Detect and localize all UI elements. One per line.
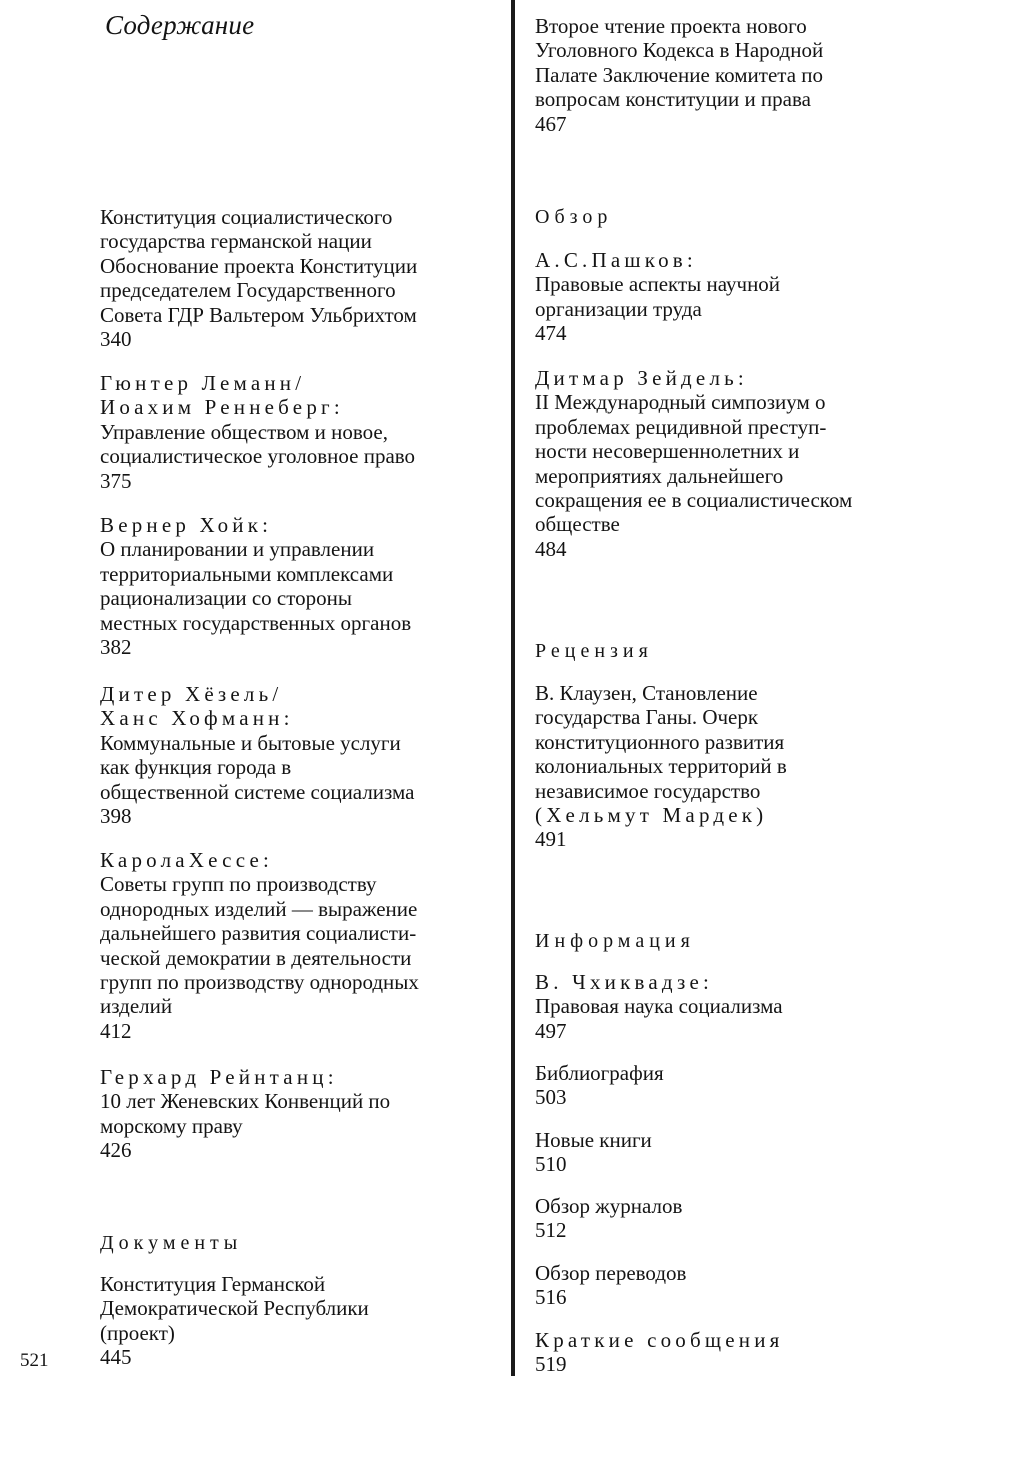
toc-entry-translations[interactable] (535, 1261, 955, 1310)
entry-line: дальнейшего развития социалисти- (100, 921, 417, 946)
toc-entry[interactable] (100, 371, 510, 493)
entry-line: организации труда (535, 296, 702, 321)
entry-line: (проект) (100, 1320, 175, 1345)
entry-author: Ханс Хофманн: (100, 706, 294, 731)
page-ref: 340 (100, 327, 132, 352)
entry-line: изделий (100, 994, 173, 1019)
entry-line: Правовые аспекты научной (535, 272, 781, 297)
entry-line: Библиография (535, 1061, 664, 1085)
entry-line: мероприятиях дальнейшего (535, 463, 784, 488)
entry-line: независимое государство (535, 778, 761, 803)
page-ref: 426 (100, 1138, 132, 1163)
toc-entry[interactable] (535, 366, 955, 561)
entry-line: В. Клаузен, Становление (535, 681, 758, 705)
entry-line: территориальными комплексами (100, 561, 394, 586)
page-ref: 445 (100, 1345, 132, 1370)
entry-line: Конституция Германской (100, 1272, 326, 1296)
entry-line: Управление обществом и новое, (100, 419, 389, 444)
page-ref: 512 (535, 1218, 567, 1243)
entry-line: Конституция социалистического (100, 205, 393, 229)
page-ref: 484 (535, 536, 567, 561)
toc-entry[interactable] (100, 682, 510, 828)
toc-entry-documents[interactable] (100, 1272, 510, 1370)
entry-line: однородных изделий — выражение (100, 896, 418, 921)
page-ref: 382 (100, 635, 132, 660)
toc-entry-journals[interactable] (535, 1194, 955, 1243)
section-heading-review: Рецензия (535, 640, 653, 662)
toc-entry[interactable] (535, 248, 955, 346)
entry-line: II Международный симпозиум о (535, 390, 826, 415)
toc-entry-top[interactable] (535, 14, 955, 136)
toc-entry-intro[interactable] (100, 205, 510, 351)
entry-author: Дитмар Зейдель: (535, 366, 748, 390)
page-number: 521 (20, 1350, 49, 1371)
page-ref: 510 (535, 1152, 567, 1177)
page-ref: 497 (535, 1018, 567, 1043)
entry-author: Гюнтер Леманн/ (100, 371, 306, 395)
entry-line: Правовая наука социализма (535, 994, 783, 1019)
toc-entry-bibliography[interactable] (535, 1061, 955, 1110)
entry-line: Обзор переводов (535, 1261, 687, 1285)
entry-line: местных государственных органов (100, 610, 412, 635)
toc-entry[interactable] (100, 848, 510, 1043)
entry-line: Новые книги (535, 1128, 652, 1152)
page-ref: 503 (535, 1085, 567, 1110)
page-ref: 474 (535, 321, 567, 346)
entry-author: В. Чхиквадзе: (535, 970, 714, 994)
entry-author: Вернер Хойк: (100, 513, 273, 537)
toc-entry-new-books[interactable] (535, 1128, 955, 1177)
page-ref: 491 (535, 827, 567, 852)
entry-line: государства Ганы. Очерк (535, 705, 759, 730)
section-heading-documents: Документы (100, 1232, 243, 1254)
entry-line: 10 лет Женевских Конвенций по (100, 1089, 391, 1114)
section-heading-info: Информация (535, 930, 695, 952)
page-ref: 519 (535, 1352, 567, 1377)
entry-line: Советы групп по производству (100, 872, 377, 897)
entry-line: как функция города в (100, 755, 292, 780)
entry-author: Дитер Хёзель/ (100, 682, 283, 706)
entry-line: конституционного развития (535, 729, 785, 754)
entry-line: государства германской нации (100, 229, 372, 254)
entry-line: О планировании и управлении (100, 537, 375, 562)
page-ref: 467 (535, 111, 567, 136)
entry-line: Совета ГДР Вальтером Ульбрихтом (100, 302, 417, 327)
entry-line: обществе (535, 512, 620, 537)
entry-author: Герхард Рейнтанц: (100, 1065, 338, 1089)
entry-line: председателем Государственного (100, 278, 396, 303)
column-divider (511, 0, 515, 1376)
entry-line: Палате Заключение комитета по (535, 62, 824, 87)
toc-entry[interactable] (100, 1065, 510, 1163)
page-ref: 412 (100, 1018, 132, 1043)
entry-author: КаролаХессе: (100, 848, 274, 872)
entry-line: колониальных территорий в (535, 754, 787, 779)
entry-line: Второе чтение проекта нового (535, 14, 807, 38)
entry-line: проблемах рецидивной преступ- (535, 414, 827, 439)
page-ref: 398 (100, 804, 132, 829)
toc-entry-short-notes[interactable] (535, 1328, 955, 1377)
entry-line: групп по производству однородных (100, 970, 419, 995)
toc-entry[interactable] (100, 513, 510, 659)
entry-line: общественной системе социализма (100, 779, 415, 804)
section-heading-obzor: Обзор (535, 206, 613, 228)
entry-line: Обзор журналов (535, 1194, 683, 1218)
entry-line: Краткие сообщения (535, 1328, 784, 1352)
entry-line: сокращения ее в социалистическом (535, 488, 853, 513)
entry-line: морскому праву (100, 1113, 243, 1138)
toc-entry-review[interactable] (535, 681, 955, 852)
entry-line: Демократической Республики (100, 1296, 369, 1321)
entry-line: вопросам конституции и права (535, 87, 811, 112)
entry-line: Обоснование проекта Конституции (100, 253, 418, 278)
entry-line: социалистическое уголовное право (100, 444, 416, 469)
entry-author: Иоахим Реннеберг: (100, 395, 344, 420)
page-ref: 375 (100, 468, 132, 493)
page-ref: 516 (535, 1285, 567, 1310)
entry-reviewer: (Хельмут Мардек) (535, 803, 768, 828)
entry-line: рационализации со стороны (100, 586, 352, 611)
entry-line: Уголовного Кодекса в Народной (535, 38, 824, 63)
page-title: Содержание (105, 10, 255, 40)
toc-entry-info[interactable] (535, 970, 955, 1043)
entry-author: А.С.Пашков: (535, 248, 697, 272)
entry-line: ческой демократии в деятельности (100, 945, 412, 970)
entry-line: Коммунальные и бытовые услуги (100, 730, 401, 755)
entry-line: ности несовершеннолетних и (535, 439, 800, 464)
